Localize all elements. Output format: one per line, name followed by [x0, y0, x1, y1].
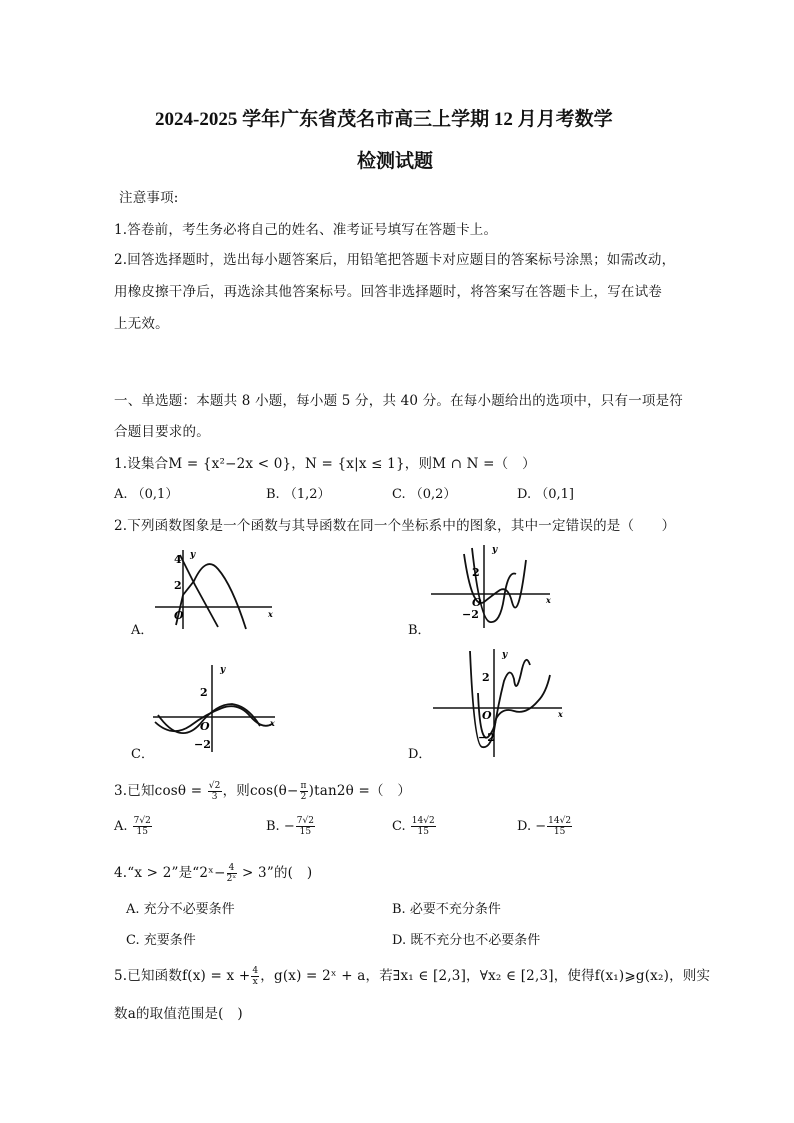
graph-c-tick-2: −2 [194, 738, 211, 751]
graph-d-origin: O [482, 709, 492, 722]
section-heading-line-1: 一、单选题：本题共 8 小题，每小题 5 分，共 40 分。在每小题给出的选项中，只有一项是符 [114, 393, 684, 409]
question-2-stem: 2.下列函数图象是一个函数与其导函数在同一个坐标系中的图象，其中一定错误的是（ ） [114, 518, 676, 534]
question-3-option-b-denominator: 15 [299, 827, 312, 837]
graph-a-y-label: y [190, 550, 196, 560]
graph-a-x-label: x [268, 609, 273, 619]
question-4-option-c: C. 充要条件 [126, 933, 196, 948]
graph-b-tick-1: 2 [472, 566, 480, 579]
question-1-option-d: D. （0,1] [517, 487, 574, 502]
question-5-stem-line-2: 数a的取值范围是( ) [114, 1006, 243, 1022]
question-3-pi-denominator: 2 [300, 792, 307, 802]
question-3-option-d-denominator: 15 [553, 827, 566, 837]
question-5-stem-part-a: 5.已知函数f(x) = x + [114, 968, 251, 984]
graph-b-tick-2: −2 [462, 608, 479, 621]
notes-item-2-line-2: 用橡皮擦干净后，再选涂其他答案标号。回答非选择题时，将答案写在答题卡上，写在试卷 [114, 284, 662, 300]
question-3-stem [114, 779, 411, 802]
graph-c [150, 660, 280, 755]
question-3-option-b-numerator: 7√2 [296, 816, 314, 826]
question-4-option-d: D. 既不充分也不必要条件 [392, 933, 541, 948]
question-3-pi-numerator: π [300, 781, 307, 791]
question-5-denominator: x [252, 977, 258, 987]
exam-title: 2024-2025 学年广东省茂名市高三上学期 12 月月考数学 [155, 109, 613, 130]
section-heading-line-2: 合题目要求的。 [114, 424, 210, 440]
question-3-option-d-label: D. [517, 819, 532, 834]
graph-c-origin: O [200, 720, 210, 733]
question-3-stem-part-a: 3.已知cosθ = [114, 783, 207, 799]
graph-a-tick-2: 2 [174, 579, 182, 592]
graph-b-origin: O [472, 596, 482, 609]
question-2-label-a: A． [131, 623, 154, 638]
question-2-label-c: C． [131, 747, 154, 762]
notes-item-1: 1.答卷前，考生务必将自己的姓名、准考证号填写在答题卡上。 [114, 222, 498, 238]
question-4-denominator: 2ˣ [226, 874, 237, 884]
graph-d-tick-1: 2 [482, 671, 490, 684]
graph-a-origin: O [174, 609, 184, 622]
question-3-option-a [114, 816, 153, 837]
graph-b [428, 540, 558, 630]
question-4-option-a: A. 充分不必要条件 [126, 902, 235, 917]
graph-d-tick-2: −2 [478, 731, 495, 744]
graph-b-y-label: y [492, 545, 498, 555]
question-3-stem-part-b: ，则cos(θ− [222, 783, 299, 799]
question-1-option-c: C. （0,2） [392, 487, 457, 502]
graph-d [430, 645, 570, 760]
question-3-cos-fraction [208, 781, 222, 802]
question-3-option-a-denominator: 15 [136, 827, 148, 837]
question-4-fraction [227, 863, 237, 884]
question-4-option-b: B. 必要不充分条件 [392, 902, 501, 917]
question-3-option-d-numerator: 14√2 [548, 816, 572, 826]
graph-b-x-label: x [546, 595, 551, 605]
question-4-numerator: 4 [227, 863, 237, 874]
question-3-option-b-label: B. [266, 819, 280, 834]
question-3-option-c [392, 816, 437, 837]
question-2-label-b: B． [408, 623, 431, 638]
question-3-pi-fraction [300, 781, 308, 802]
graph-d-x-label: x [558, 709, 563, 719]
question-3-option-c-denominator: 15 [417, 827, 429, 837]
question-3-option-d [517, 816, 573, 837]
question-4-stem-part-a: 4.“x > 2”是“2ˣ− [114, 865, 226, 881]
notes-item-2-line-1: 2.回答选择题时，选出每小题答案后，用铅笔把答题卡对应题目的答案标号涂黑；如需改动， [114, 252, 676, 268]
graph-a-tick-1: 4 [174, 553, 182, 566]
question-3-cos-numerator: √2 [208, 781, 221, 791]
question-5-fraction [251, 966, 259, 987]
question-3-cos-denominator: 3 [211, 792, 218, 802]
question-1-option-a: A. （0,1） [114, 487, 179, 502]
question-3-stem-part-c: )tan2θ =（ ） [308, 783, 412, 799]
question-3-option-b-sign: − [283, 819, 295, 834]
question-3-option-a-label: A. [114, 819, 128, 834]
question-3-option-b [266, 816, 316, 837]
graph-c-y-label: y [220, 665, 226, 675]
question-3-option-d-sign: − [535, 819, 547, 834]
graph-c-x-label: x [270, 718, 275, 728]
question-5-numerator: 4 [252, 966, 259, 976]
question-5-stem-part-b: ，g(x) = 2ˣ + a，若∃x₁ ∈ [2,3]，∀x₂ ∈ [2,3]，使得f(x₁)⩾g(x₂)，则实 [260, 968, 711, 984]
question-4-stem [114, 861, 312, 884]
question-3-option-c-numerator: 14√2 [411, 816, 435, 826]
graph-c-tick-1: 2 [200, 686, 208, 699]
exam-subtitle: 检测试题 [357, 151, 434, 172]
graph-a [150, 545, 280, 630]
question-3-option-a-numerator: 7√2 [133, 816, 151, 826]
question-4-stem-part-b: > 3”的( ) [237, 865, 313, 881]
question-2-label-d: D． [408, 747, 432, 762]
notes-heading: 注意事项: [119, 190, 179, 206]
question-1-stem: 1.设集合M = {x²−2x < 0}，N = {x|x ≤ 1}，则M ∩ N =（ ） [114, 456, 536, 472]
question-5-stem [114, 964, 710, 987]
graph-d-y-label: y [502, 650, 508, 660]
question-3-option-c-label: C. [392, 819, 406, 834]
question-1-option-b: B. （1,2） [266, 487, 331, 502]
notes-item-2-line-3: 上无效。 [114, 316, 169, 332]
